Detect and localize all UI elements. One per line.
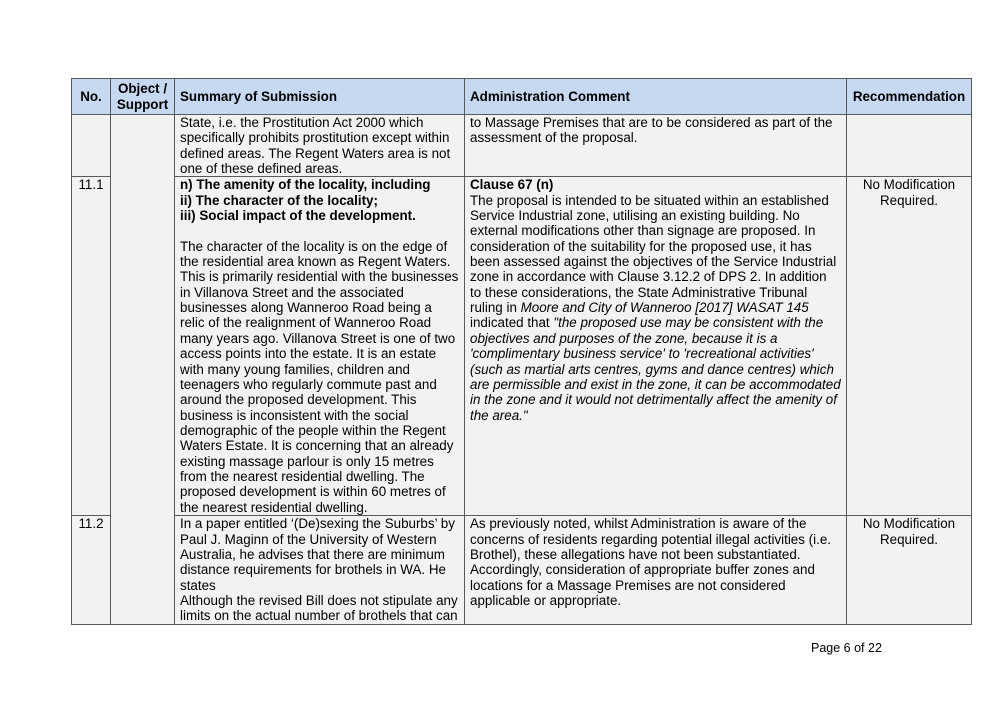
admin-text: As previously noted, whilst Administration is aware of the concerns of residents regarding potential illegal activities (i.e. Brothel), these allegations have not been substantiated. Accordingly, consideration of appropriate buffer zones and locations for a Massage Premises are not considered applicable or appropriate. xyxy=(470,516,831,609)
admin-comment-cell xyxy=(465,516,847,624)
row-number xyxy=(72,115,111,177)
summary-heading-line: ii) The character of the locality; xyxy=(180,192,378,208)
summary-text: The character of the locality is on the edge of the residential area known as Regent Waters. This is primarily residential with the businesses in Villanova Street and the associated businesses along Wanneroo Road being a relic of the realignment of Wanneroo Road many years ago. Villanova Street is one of two access points into the estate. It is an estate with many young families, children and teenagers who regularly commute past and around the proposed development. This business is inconsistent with the social demographic of the people within the Regent Waters Estate. It is concerning that an already existing massage parlour is only 15 metres from the nearest residential dwelling. The proposed development is within 60 metres of the nearest residential dwelling. xyxy=(180,238,459,515)
table-row xyxy=(72,177,972,516)
admin-comment-cell xyxy=(465,177,847,516)
summary-cell xyxy=(175,115,465,177)
recommendation-cell: No Modification Required. xyxy=(847,516,972,624)
header-no: No. xyxy=(72,79,111,115)
row-number: 11.2 xyxy=(72,516,111,624)
admin-text-part: The proposal is intended to be situated within an established Service Industrial zone, utilising an existing building. No external modifications other than signage are proposed. In consideration of the suitability for the proposed use, it has been assessed against the objectives of the Service Industrial zone in accordance with Clause 3.12.2 of DPS 2. In addition to these considerations, the State Administrative Tribunal ruling in xyxy=(470,192,837,316)
table-row xyxy=(72,115,972,177)
table-header-row xyxy=(72,79,972,115)
submissions-table xyxy=(71,78,972,625)
summary-text: In a paper entitled ‘(De)sexing the Suburbs’ by Paul J. Maginn of the University of Western Australia, he advises that there are minimum distance requirements for brothels in WA. He states xyxy=(180,516,455,593)
recommendation-cell: No Modification Required. xyxy=(847,177,972,516)
admin-comment-cell xyxy=(465,115,847,177)
summary-heading-line: iii) Social impact of the development. xyxy=(180,208,416,224)
case-citation: Moore and City of Wanneroo [2017] WASAT 145 xyxy=(520,300,809,316)
admin-heading: Clause 67 (n) xyxy=(470,177,554,193)
admin-text-part: indicated that xyxy=(470,315,554,331)
summary-text: State, i.e. the Prostitution Act 2000 which specifically prohibits prostitution except within defined areas. The Regent Waters area is not one of these defined areas. xyxy=(180,115,451,177)
summary-text: Although the revised Bill does not stipulate any limits on the actual number of brothels that can xyxy=(180,593,458,624)
summary-cell xyxy=(175,516,465,624)
recommendation-cell xyxy=(847,115,972,177)
header-recommendation: Recommendation xyxy=(847,79,972,115)
header-admin-comment: Administration Comment xyxy=(465,79,847,115)
table-row xyxy=(72,516,972,624)
page-number: Page 6 of 22 xyxy=(811,641,882,655)
admin-text xyxy=(470,193,841,423)
object-support-cell xyxy=(111,115,175,625)
summary-cell xyxy=(175,177,465,516)
header-summary: Summary of Submission xyxy=(175,79,465,115)
header-object-support: Object / Support xyxy=(111,79,175,115)
admin-text: to Massage Premises that are to be considered as part of the assessment of the proposal. xyxy=(470,115,833,146)
tribunal-quote: "the proposed use may be consistent with the objectives and purposes of the zone, because it is a 'complimentary business service' to 'recreational activities' (such as martial arts centres, gyms and dance centres) which are permissible and exist in the zone, it can be accommodated in the zone and it would not detrimentally affect the amenity of the area." xyxy=(470,315,841,423)
row-number: 11.1 xyxy=(72,177,111,516)
summary-heading-line: n) The amenity of the locality, including xyxy=(180,177,431,193)
